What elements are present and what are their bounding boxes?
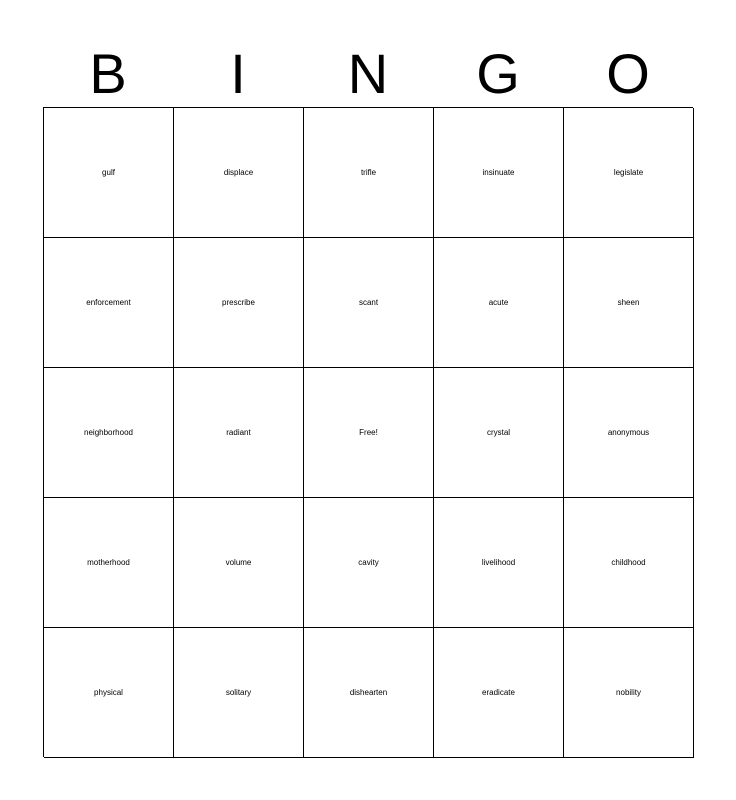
header-letter-b: B bbox=[89, 42, 127, 105]
bingo-cell: scant bbox=[304, 238, 434, 368]
bingo-cell: motherhood bbox=[44, 498, 174, 628]
free-space: Free! bbox=[304, 368, 434, 498]
bingo-cell: solitary bbox=[174, 628, 304, 758]
bingo-cell: anonymous bbox=[564, 368, 694, 498]
bingo-cell: cavity bbox=[304, 498, 434, 628]
bingo-cell: trifle bbox=[304, 108, 434, 238]
bingo-cell: neighborhood bbox=[44, 368, 174, 498]
header-letter-i: I bbox=[230, 42, 246, 105]
header-letter-g: G bbox=[476, 42, 520, 105]
bingo-cell: volume bbox=[174, 498, 304, 628]
bingo-cell: eradicate bbox=[434, 628, 564, 758]
bingo-cell: nobility bbox=[564, 628, 694, 758]
bingo-cell: livelihood bbox=[434, 498, 564, 628]
bingo-cell: crystal bbox=[434, 368, 564, 498]
bingo-cell: dishearten bbox=[304, 628, 434, 758]
bingo-header bbox=[43, 40, 693, 108]
header-letter-n: N bbox=[347, 42, 389, 105]
bingo-cell: enforcement bbox=[44, 238, 174, 368]
bingo-cell: insinuate bbox=[434, 108, 564, 238]
bingo-cell: legislate bbox=[564, 108, 694, 238]
bingo-cell: childhood bbox=[564, 498, 694, 628]
bingo-cell: acute bbox=[434, 238, 564, 368]
bingo-cell: physical bbox=[44, 628, 174, 758]
bingo-board bbox=[43, 107, 693, 757]
header-letter-o: O bbox=[606, 42, 650, 105]
bingo-cell: radiant bbox=[174, 368, 304, 498]
bingo-cell: displace bbox=[174, 108, 304, 238]
bingo-cell: gulf bbox=[44, 108, 174, 238]
bingo-cell: sheen bbox=[564, 238, 694, 368]
bingo-cell: prescribe bbox=[174, 238, 304, 368]
